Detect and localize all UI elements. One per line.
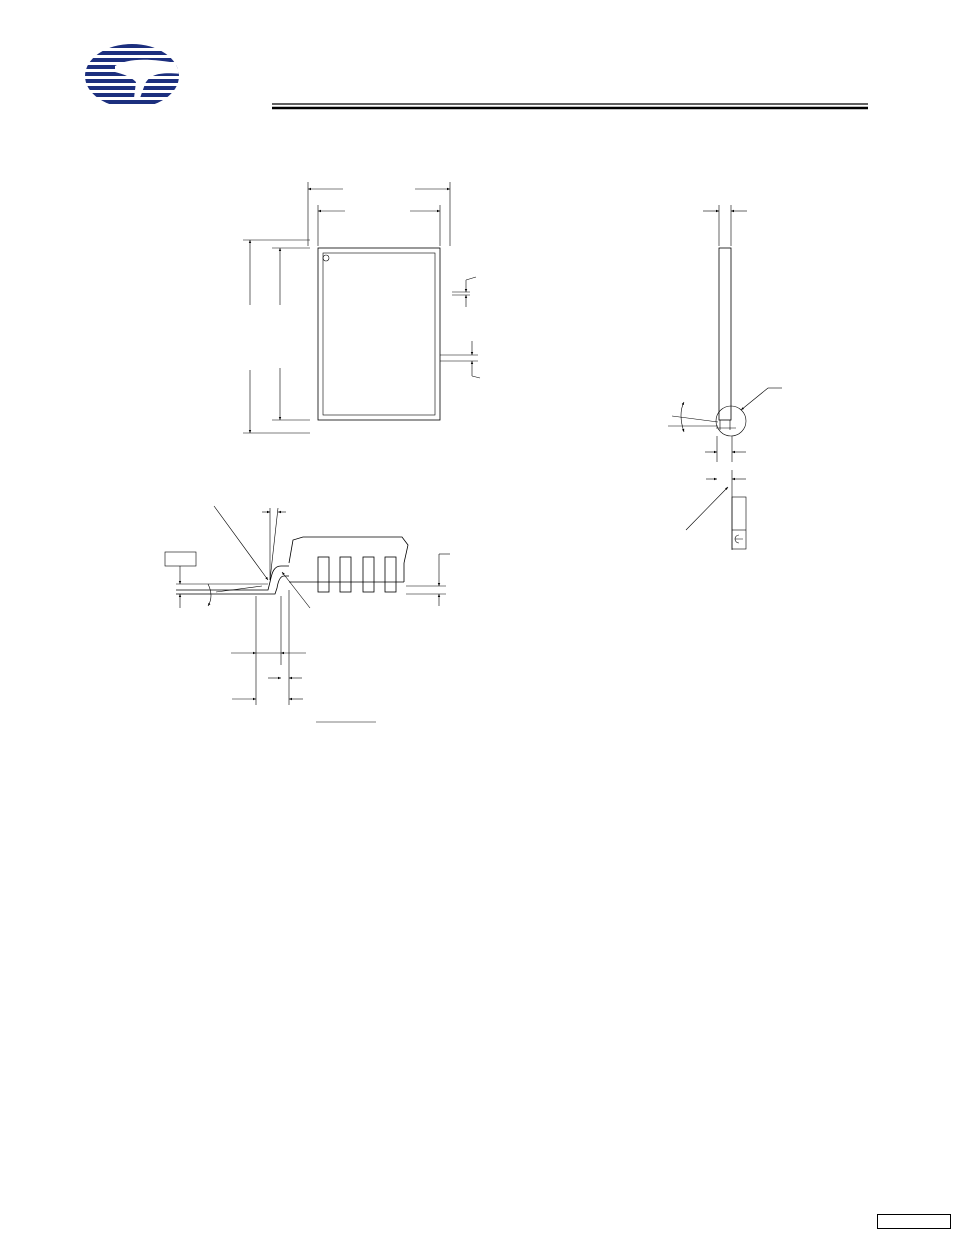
side-view — [668, 205, 782, 550]
globe-icon — [80, 44, 184, 104]
package-body-inner — [323, 253, 435, 415]
pin1-marker — [323, 255, 329, 261]
page-number-box — [877, 1214, 951, 1229]
gauge-box — [165, 552, 196, 566]
package-body-outline — [318, 248, 440, 420]
cypress-logo — [80, 44, 184, 104]
top-view — [243, 182, 480, 433]
coplanarity-frame — [732, 497, 746, 549]
detail-a — [165, 506, 450, 722]
side-body — [719, 248, 731, 420]
